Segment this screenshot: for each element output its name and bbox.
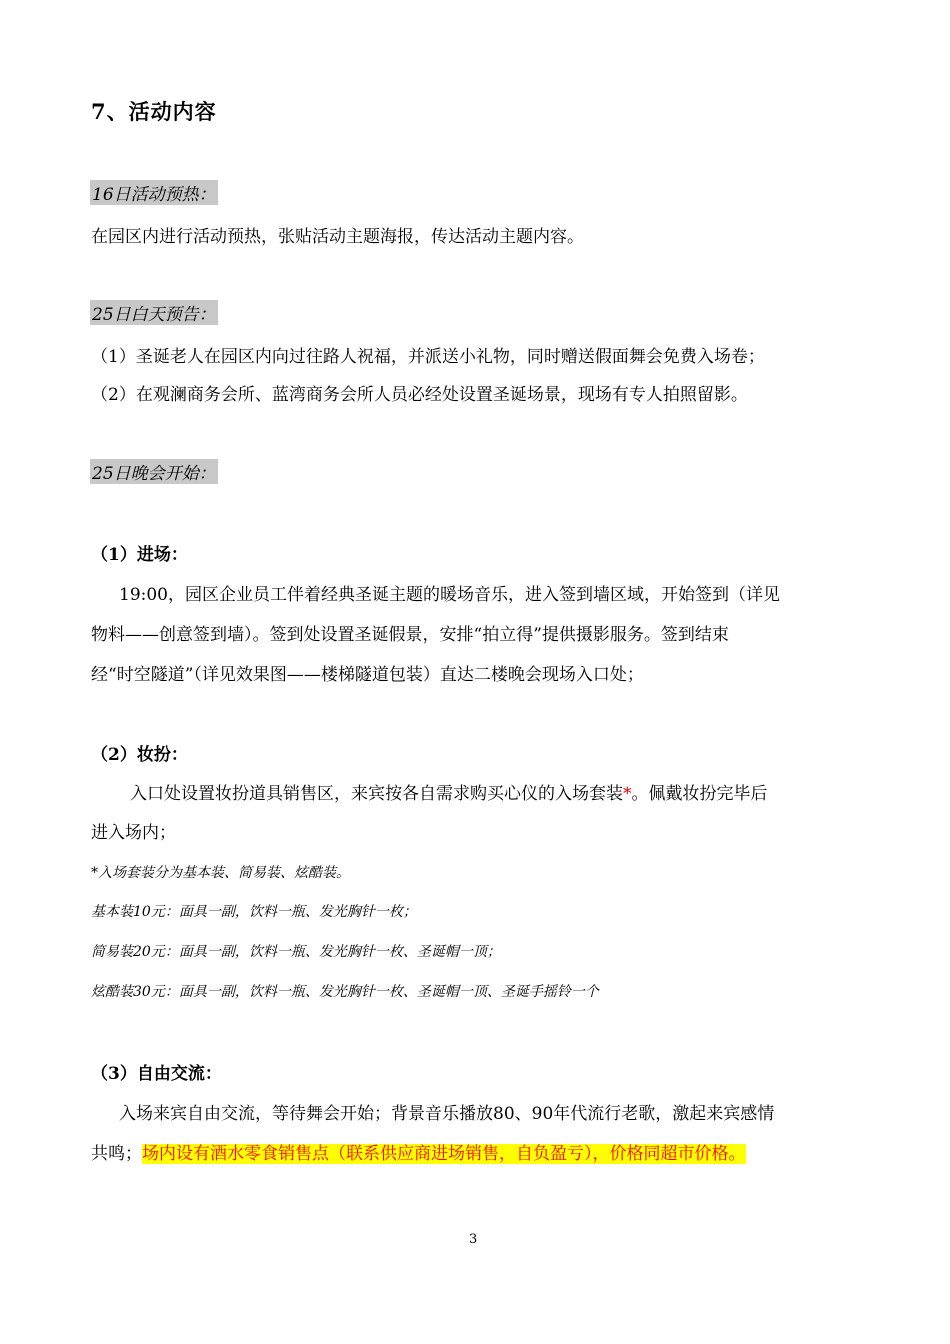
item-title-free: （3）自由交流： <box>91 1064 222 1084</box>
page-number: 3 <box>469 1232 478 1247</box>
paragraph-line: 物料——创意签到墙）。签到处设置圣诞假景，安排“拍立得”提供摄影服务。签到结束 <box>91 625 729 645</box>
dress-text-end: 。佩戴妆扮完毕后 <box>631 784 768 804</box>
highlighted-text: 场内设有酒水零食销售点（联系供应商进场销售，自负盈亏），价格同超市价格。 <box>142 1144 746 1164</box>
paragraph-line: 进入场内； <box>91 823 176 843</box>
note-line: *入场套装分为基本装、简易装、炫酷装。 <box>91 865 350 881</box>
paragraph-line <box>91 1139 746 1164</box>
note-line: 简易装20元：面具一副，饮料一瓶、发光胸针一枚、圣诞帽一顶； <box>91 944 501 960</box>
paragraph-line <box>130 779 768 804</box>
paragraph-16: 在园区内进行活动预热，张贴活动主题海报，传达活动主题内容。 <box>91 227 584 247</box>
paragraph-line: 入场来宾自由交流，等待舞会开始；背景音乐播放80、90年代流行老歌，激起来宾感情 <box>119 1104 775 1124</box>
item-title-entry: （1）进场： <box>91 545 188 565</box>
footnote-star: * <box>623 784 632 804</box>
paragraph-line: 经“时空隧道”（详见效果图——楼梯隧道包装）直达二楼晚会现场入口处； <box>91 665 644 685</box>
dress-text: 入口处设置妆扮道具销售区，来宾按各自需求购买心仪的入场套装 <box>130 784 623 804</box>
list-item: （1）圣诞老人在园区内向过往路人祝福，并派送小礼物，同时赠送假面舞会免费入场卷； <box>91 347 765 367</box>
subsection-title-16: 16日活动预热： <box>90 180 218 205</box>
item-title-dress: （2）妆扮： <box>91 745 188 765</box>
subsection-title-25-night: 25日晚会开始： <box>90 459 218 484</box>
subsection-title-25-day: 25日白天预告： <box>90 300 218 325</box>
note-line: 炫酷装30元：面具一副，饮料一瓶、发光胸针一枚、圣诞帽一顶、圣诞手摇铃一个 <box>91 984 599 1000</box>
free-text: 共鸣； <box>91 1144 142 1164</box>
section-heading: 7、活动内容 <box>91 99 217 124</box>
note-line: 基本装10元：面具一副，饮料一瓶、发光胸针一枚； <box>91 904 417 920</box>
list-item: （2）在观澜商务会所、蓝湾商务会所人员必经处设置圣诞场景，现场有专人拍照留影。 <box>91 385 748 405</box>
paragraph-line: 19:00，园区企业员工伴着经典圣诞主题的暖场音乐，进入签到墙区域，开始签到（详见 <box>119 585 780 605</box>
